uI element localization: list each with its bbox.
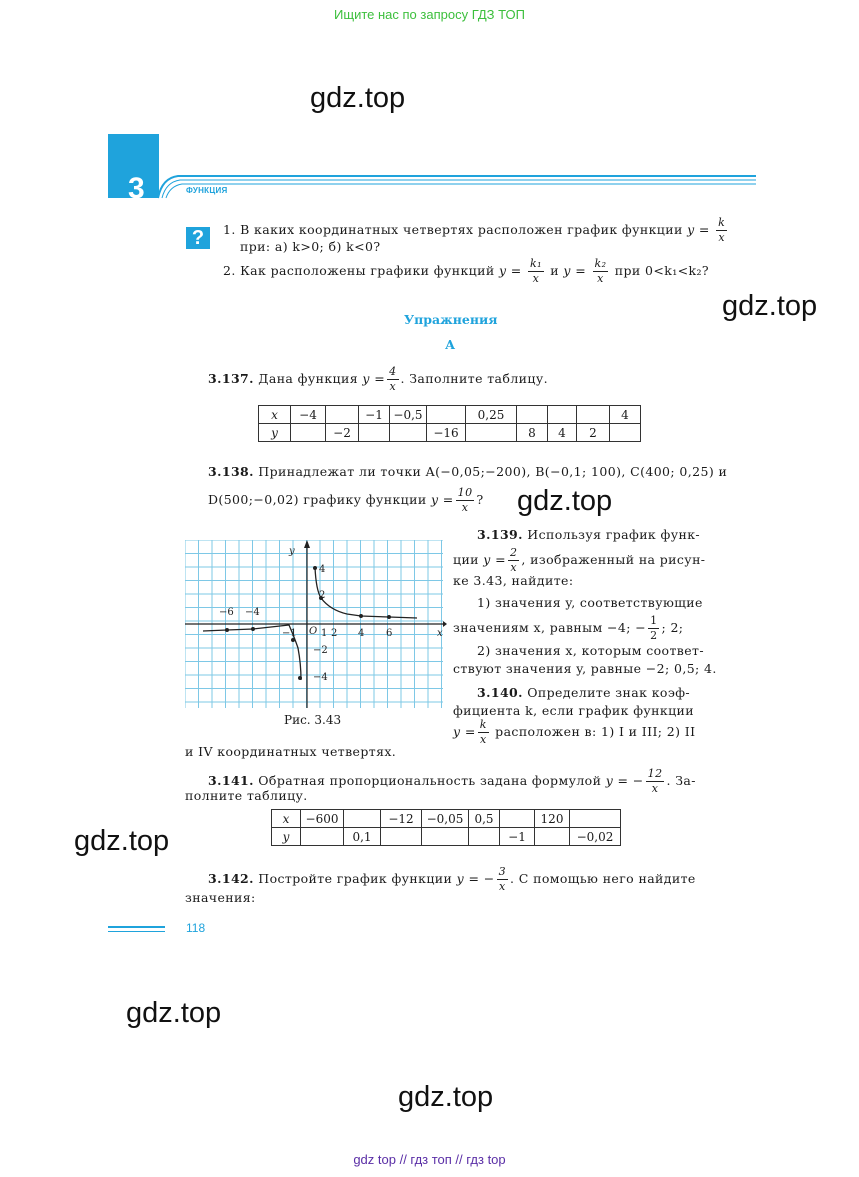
exercise-3-139-line7: ствуют значения y, равные −2; 0,5; 4. xyxy=(453,661,717,676)
fraction: $\frac{k}{x}$ xyxy=(479,718,487,746)
hyperbola-right-branch xyxy=(315,567,417,618)
tick-label: 6 xyxy=(386,628,393,639)
tick-label: −2 xyxy=(313,645,328,656)
tick-label: −4 xyxy=(313,672,328,683)
figure-3-43-graph xyxy=(185,540,447,708)
footer-rule xyxy=(108,926,165,928)
point xyxy=(359,614,363,618)
exercise-3-139-line3: ке 3.43, найдите: xyxy=(453,573,574,588)
table-row: y 0,1 −1 −0,02 xyxy=(272,828,621,846)
tick-label: 4 xyxy=(319,564,326,575)
x-axis-arrow xyxy=(443,621,447,627)
fraction: $\frac{\text{k₂}}{x}$ xyxy=(594,257,607,285)
fraction: $\frac{2}{x}$ xyxy=(510,546,518,574)
exercise-3-139-line2: ции y = $\frac{2}{x}$ , изображенный на рисун- xyxy=(453,546,706,574)
exercise-3-139-line6: 2) значения x, которым соответ- xyxy=(477,643,704,658)
chapter-rule-lines xyxy=(156,160,760,200)
exercise-3-139: 3.139. Используя график функ- xyxy=(477,527,701,542)
exercise-3-140-line3: y = $\frac{k}{x}$ расположен в: 1) I и III; 2) II xyxy=(453,718,696,746)
question-icon: ? xyxy=(186,227,210,249)
table-row: x −4 −1 −0,5 0,25 4 xyxy=(259,406,641,424)
y-axis-arrow xyxy=(304,540,310,548)
exercise-3-139-line4: 1) значения y, соответствующие xyxy=(477,595,703,610)
watermark: gdz.top xyxy=(722,290,818,322)
exercise-3-140-line2: фициента k, если график функции xyxy=(453,703,695,718)
exercise-3-137: 3.137. Дана функция y = $\frac{4}{x}$ . Заполните таблицу. xyxy=(208,365,548,393)
question-1-line2: при: а) k>0; б) k<0? xyxy=(240,239,381,254)
fraction: $\frac{k}{x}$ xyxy=(718,216,726,244)
point xyxy=(387,615,391,619)
page-number: 118 xyxy=(186,921,206,935)
exercise-3-142-line2: значения: xyxy=(185,890,256,905)
watermark: gdz.top xyxy=(398,1081,494,1113)
point xyxy=(225,628,229,632)
figure-caption: Рис. 3.43 xyxy=(284,713,342,727)
tick-label: −1 xyxy=(282,628,297,639)
fraction: $\frac{12}{x}$ xyxy=(647,767,663,795)
fraction: $\frac{\text{k₁}}{x}$ xyxy=(530,257,542,285)
watermark: gdz.top xyxy=(126,997,222,1029)
section-title: Упражнения xyxy=(404,312,498,327)
axis-x-label: x xyxy=(437,628,443,639)
section-level: А xyxy=(445,337,456,352)
exercise-3-140-line4: и IV координатных четвертях. xyxy=(185,744,397,759)
table-row: x −600 −12 −0,05 0,5 120 xyxy=(272,810,621,828)
fraction: $\frac{4}{x}$ xyxy=(389,365,397,393)
tick-label: −4 xyxy=(245,607,260,618)
table-row: y −2 −16 8 4 2 xyxy=(259,424,641,442)
exercise-3-142: 3.142. Постройте график функции y = − $\frac{3}{x}$ . С помощью него найдите xyxy=(208,865,696,893)
question-1-text: 1. В каких координатных четвертях расположен график функции xyxy=(223,222,683,237)
formula-y: y = xyxy=(687,222,710,237)
exercise-3-141-line2: полните таблицу. xyxy=(185,788,308,803)
point xyxy=(298,676,302,680)
axis-y-label: y xyxy=(289,546,295,557)
watermark: gdz.top xyxy=(74,825,170,857)
point xyxy=(313,566,317,570)
exercise-3-139-line5: значениям x, равным −4; − $\frac{1}{2}$ ; 2; xyxy=(453,614,684,642)
tick-label: −6 xyxy=(219,607,234,618)
footer-rule xyxy=(108,931,165,932)
exercise-3-141: 3.141. Обратная пропорциональность задана формулой y = − $\frac{12}{x}$ . За- xyxy=(208,767,696,795)
table-3-137 xyxy=(258,405,641,442)
origin-label: O xyxy=(309,626,318,637)
chapter-number: 3 xyxy=(128,172,145,205)
tick-label: 4 xyxy=(358,628,365,639)
top-banner[interactable]: Ищите нас по запросу ГДЗ ТОП xyxy=(334,7,525,22)
tick-label: 2 xyxy=(319,590,326,601)
question-2: 2. Как расположены графики функций y = $\frac{\text{k₁}}{x}$ и y = $\frac{\text{k₂}}{x}$ при 0<k₁<k₂? xyxy=(223,257,709,285)
watermark: gdz.top xyxy=(517,485,613,517)
exercise-3-140: 3.140. Определите знак коэф- xyxy=(477,685,691,700)
fraction: $\frac{1}{2}$ xyxy=(650,614,658,642)
fraction: $\frac{10}{x}$ xyxy=(457,486,473,514)
exercise-3-138: 3.138. Принадлежат ли точки A(−0,05;−200), B(−0,1; 100), C(400; 0,25) и xyxy=(208,464,728,479)
chapter-title: ФУНКЦИЯ xyxy=(186,186,228,195)
fraction: $\frac{3}{x}$ xyxy=(498,865,507,893)
exercise-3-138-line2: D(500;−0,02) графику функции y = $\frac{10}{x}$ ? xyxy=(208,486,484,514)
watermark: gdz.top xyxy=(310,82,406,114)
tick-label: 2 xyxy=(331,628,338,639)
tick-label: 1 xyxy=(321,628,328,639)
point xyxy=(251,627,255,631)
bottom-links[interactable]: gdz top // гдз топ // гдз top xyxy=(353,1152,506,1167)
table-3-141 xyxy=(271,809,621,846)
